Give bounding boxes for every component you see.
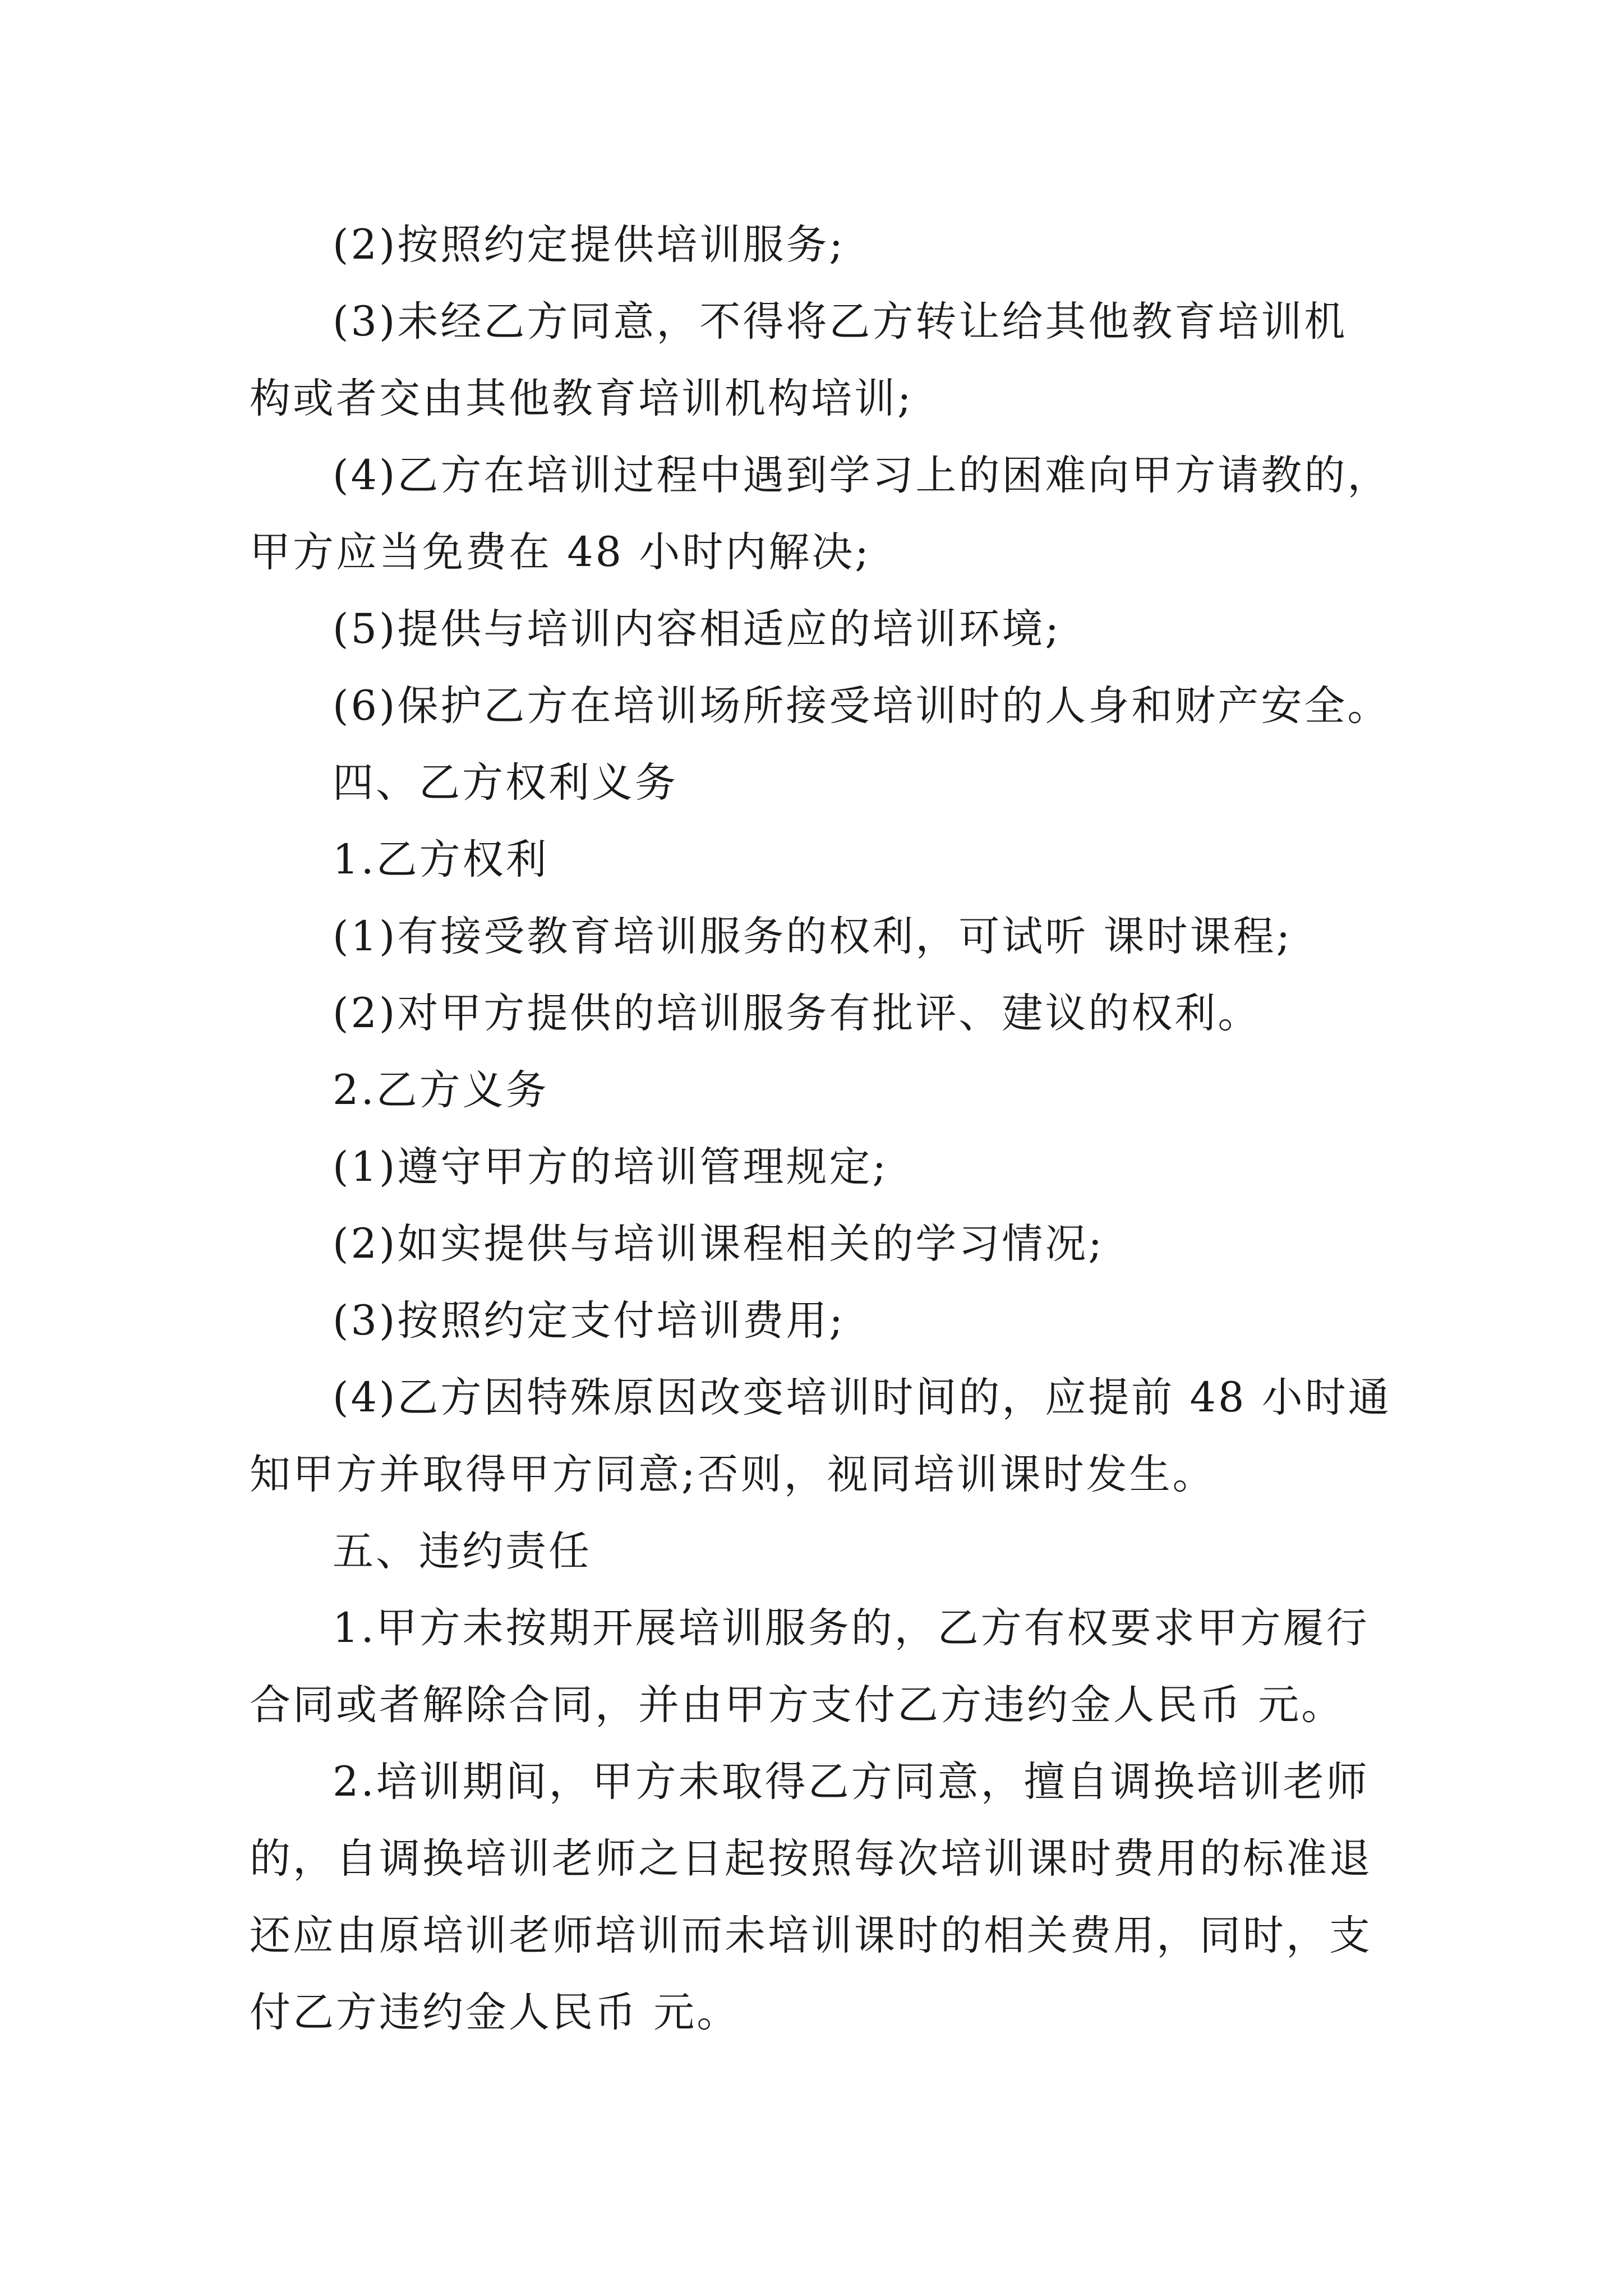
clause-line-continuation: 甲方应当免费在 48 小时内解决;	[250, 528, 871, 576]
clause-line: (5)提供与培训内容相适应的培训环境;	[333, 605, 1061, 653]
clause-line: 1.甲方未按期开展培训服务的，乙方有权要求甲方履行	[333, 1604, 1370, 1652]
clause-line-continuation: 合同或者解除合同，并由甲方支付乙方违约金人民币 元。	[250, 1681, 1345, 1729]
clause-line: (2)按照约定提供培训服务;	[333, 221, 845, 269]
clause-line: (1)遵守甲方的培训管理规定;	[333, 1143, 888, 1191]
subsection-heading: 1.乙方权利	[333, 836, 549, 884]
clause-line: (1)有接受教育培训服务的权利，可试听 课时课程;	[333, 913, 1293, 960]
clause-line: (3)按照约定支付培训费用;	[333, 1297, 845, 1345]
clause-line-continuation: 还应由原培训老师培训而未培训课时的相关费用，同时，支	[250, 1912, 1372, 1959]
clause-line: (4)乙方在培训过程中遇到学习上的困难向甲方请教的，	[333, 452, 1391, 499]
clause-line: (2)对甲方提供的培训服务有批评、建议的权利。	[333, 990, 1261, 1037]
section-heading: 五、违约责任	[333, 1527, 592, 1575]
clause-line: (2)如实提供与培训课程相关的学习情况;	[333, 1220, 1104, 1268]
subsection-heading: 2.乙方义务	[333, 1066, 549, 1114]
clause-line: (6)保护乙方在培训场所接受培训时的人身和财产安全。	[333, 682, 1391, 730]
contract-text-body	[250, 206, 1391, 2051]
clause-line-continuation: 构或者交由其他教育培训机构培训;	[250, 375, 914, 422]
clause-line-continuation: 知甲方并取得甲方同意;否则，视同培训课时发生。	[250, 1451, 1216, 1498]
clause-line: 2.培训期间，甲方未取得乙方同意，擅自调换培训老师	[333, 1758, 1370, 1806]
clause-line-continuation: 付乙方违约金人民币 元。	[250, 1989, 740, 2036]
clause-line-continuation: 的，自调换培训老师之日起按照每次培训课时费用的标准退	[250, 1835, 1372, 1883]
clause-line: (3)未经乙方同意，不得将乙方转让给其他教育培训机	[333, 298, 1348, 346]
clause-line: (4)乙方因特殊原因改变培训时间的，应提前 48 小时通	[333, 1374, 1391, 1421]
section-heading: 四、乙方权利义务	[333, 759, 678, 807]
